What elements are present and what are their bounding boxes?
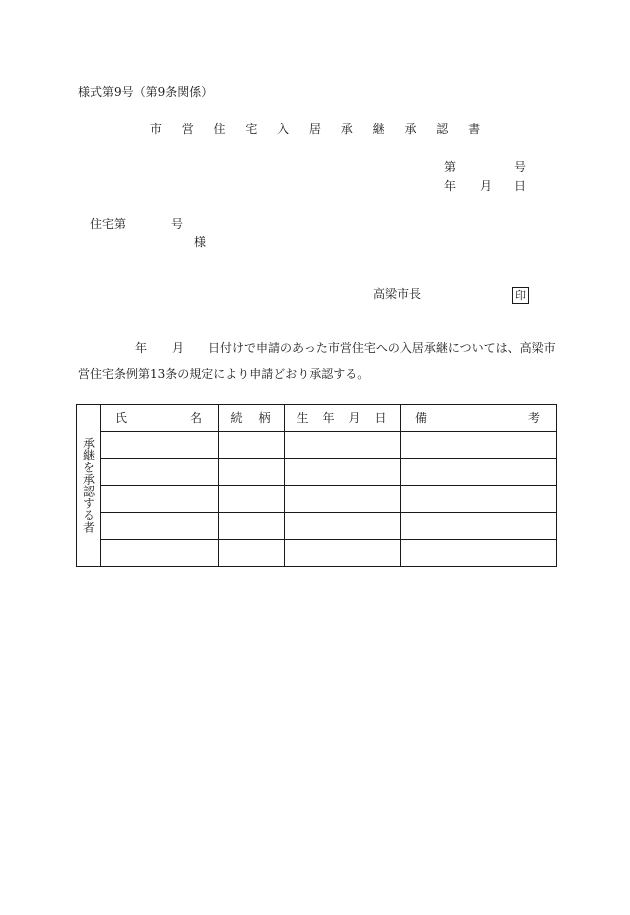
side-label: 承継を承認する者	[81, 436, 96, 533]
cell-remarks	[401, 513, 557, 540]
doc-number-suffix: 号	[514, 160, 527, 174]
table-row	[77, 513, 557, 540]
header-remarks: 備 考	[401, 405, 557, 432]
cell-relation	[219, 486, 285, 513]
cell-name	[101, 432, 219, 459]
cell-remarks	[401, 540, 557, 567]
addressee-housing-suffix: 号	[171, 217, 184, 231]
header-name: 氏 名	[101, 405, 219, 432]
addressee-honorific: 様	[194, 235, 207, 249]
table-row	[77, 459, 557, 486]
seal-stamp: 印	[512, 287, 529, 304]
cell-name	[101, 486, 219, 513]
table-header-row	[77, 405, 557, 432]
table-row	[77, 432, 557, 459]
document-title: 市 営 住 宅 入 居 承 継 承 認 書	[149, 122, 489, 136]
body-text-line1: 日付けで申請のあった市営住宅への入居承継については、高梁市	[208, 341, 556, 355]
issuer-name: 高梁市長	[373, 287, 422, 301]
cell-birthdate	[285, 432, 401, 459]
header-birthdate: 生 年 月 日	[285, 405, 401, 432]
table-row	[77, 540, 557, 567]
addressee-housing-prefix: 住宅第	[90, 217, 127, 231]
body-year-label: 年	[135, 341, 148, 355]
header-relation: 続 柄	[219, 405, 285, 432]
cell-birthdate	[285, 459, 401, 486]
cell-birthdate	[285, 540, 401, 567]
doc-number-prefix: 第	[444, 160, 457, 174]
table-row	[77, 486, 557, 513]
date-day-label: 日	[514, 179, 527, 193]
body-month-label: 月	[172, 341, 185, 355]
date-year-label: 年	[444, 179, 457, 193]
date-month-label: 月	[480, 179, 493, 193]
cell-relation	[219, 459, 285, 486]
cell-birthdate	[285, 513, 401, 540]
body-line-2: 営住宅条例第13条の規定により申請どおり承認する。	[78, 367, 370, 381]
heirs-table	[76, 404, 557, 567]
cell-name	[101, 513, 219, 540]
cell-remarks	[401, 486, 557, 513]
cell-name	[101, 459, 219, 486]
form-number: 様式第9号（第9条関係）	[78, 85, 214, 99]
cell-remarks	[401, 459, 557, 486]
cell-remarks	[401, 432, 557, 459]
cell-birthdate	[285, 486, 401, 513]
side-label-cell	[77, 405, 101, 567]
cell-relation	[219, 513, 285, 540]
cell-name	[101, 540, 219, 567]
cell-relation	[219, 540, 285, 567]
cell-relation	[219, 432, 285, 459]
